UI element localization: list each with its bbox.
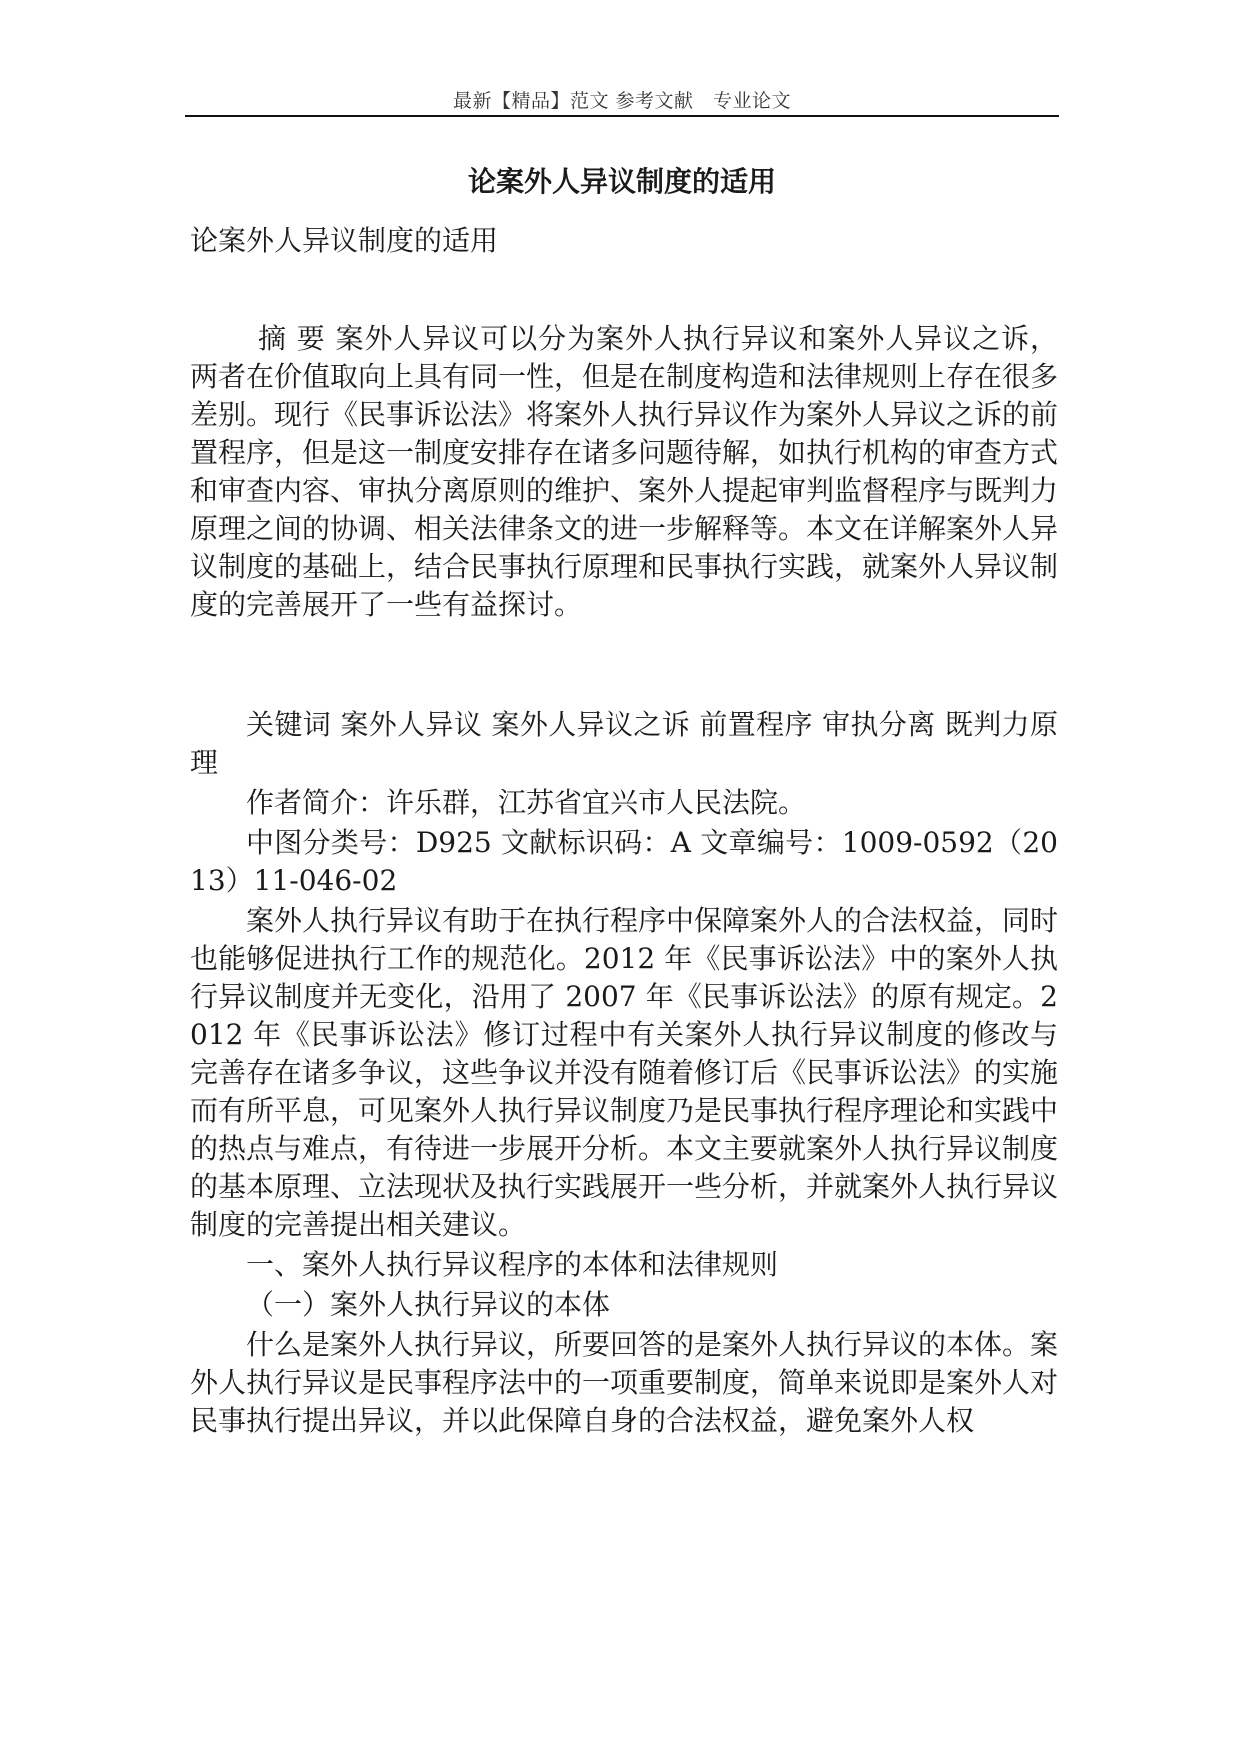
keywords-paragraph: 关键词 案外人异议 案外人异议之诉 前置程序 审执分离 既判力原理 [190,708,1058,779]
body-paragraph: 案外人执行异议有助于在执行程序中保障案外人的合法权益，同时也能够促进执行工作的规范化。2012 年《民事诉讼法》中的案外人执行异议制度并无变化，沿用了 2007 年《民事诉讼法》的原有规定。2012 年《民事诉讼法》修订过程中有关案外人执行异议制度的修改与完善存在诸多争议，这些争议并没有随着修订后《民事诉讼法》的实施而有所平息，可见案外人执行异议制度乃是民事执行程序理论和实践中的热点与难点，有待进一步展开分析。本文主要就案外人执行异议制度的基本原理、立法现状及执行实践展开一些分析，并就案外人执行异议制度的完善提出相关建议。 [190,904,1059,1241]
subsection-heading: （一）案外人执行异议的本体 [246,1288,611,1321]
section-heading: 一、案外人执行异议程序的本体和法律规则 [246,1248,779,1281]
document-body [190,222,1058,1440]
document-subtitle: 论案外人异议制度的适用 [190,224,499,257]
abstract-paragraph: 摘 要 案外人异议可以分为案外人执行异议和案外人异议之诉，两者在价值取向上具有同一性，但是在制度构造和法律规则上存在很多差别。现行《民事诉讼法》将案外人执行异议作为案外人异议之诉的前置程序，但是这一制度安排存在诸多问题待解，如执行机构的审查方式和审查内容、审执分离原则的维护、案外人提起审判监督程序与既判力原理之间的协调、相关法律条文的进一步解释等。本文在详解案外人异议制度的基础上，结合民事执行原理和民事执行实践，就案外人异议制度的完善展开了一些有益探讨。 [190,322,1059,621]
header-rule [185,115,1059,117]
document-title: 论案外人异议制度的适用 [467,165,776,198]
author-paragraph: 作者简介：许乐群，江苏省宜兴市人民法院。 [246,786,807,819]
page-header: 最新【精品】范文 参考文献 专业论文 [452,90,792,112]
body-paragraph: 什么是案外人执行异议，所要回答的是案外人执行异议的本体。案外人执行异议是民事程序法中的一项重要制度，简单来说即是案外人对民事执行提出异议，并以此保障自身的合法权益，避免案外人权 [190,1328,1059,1437]
classification-paragraph: 中图分类号：D925 文献标识码：A 文章编号：1009-0592（2013）11-046-02 [190,826,1058,897]
